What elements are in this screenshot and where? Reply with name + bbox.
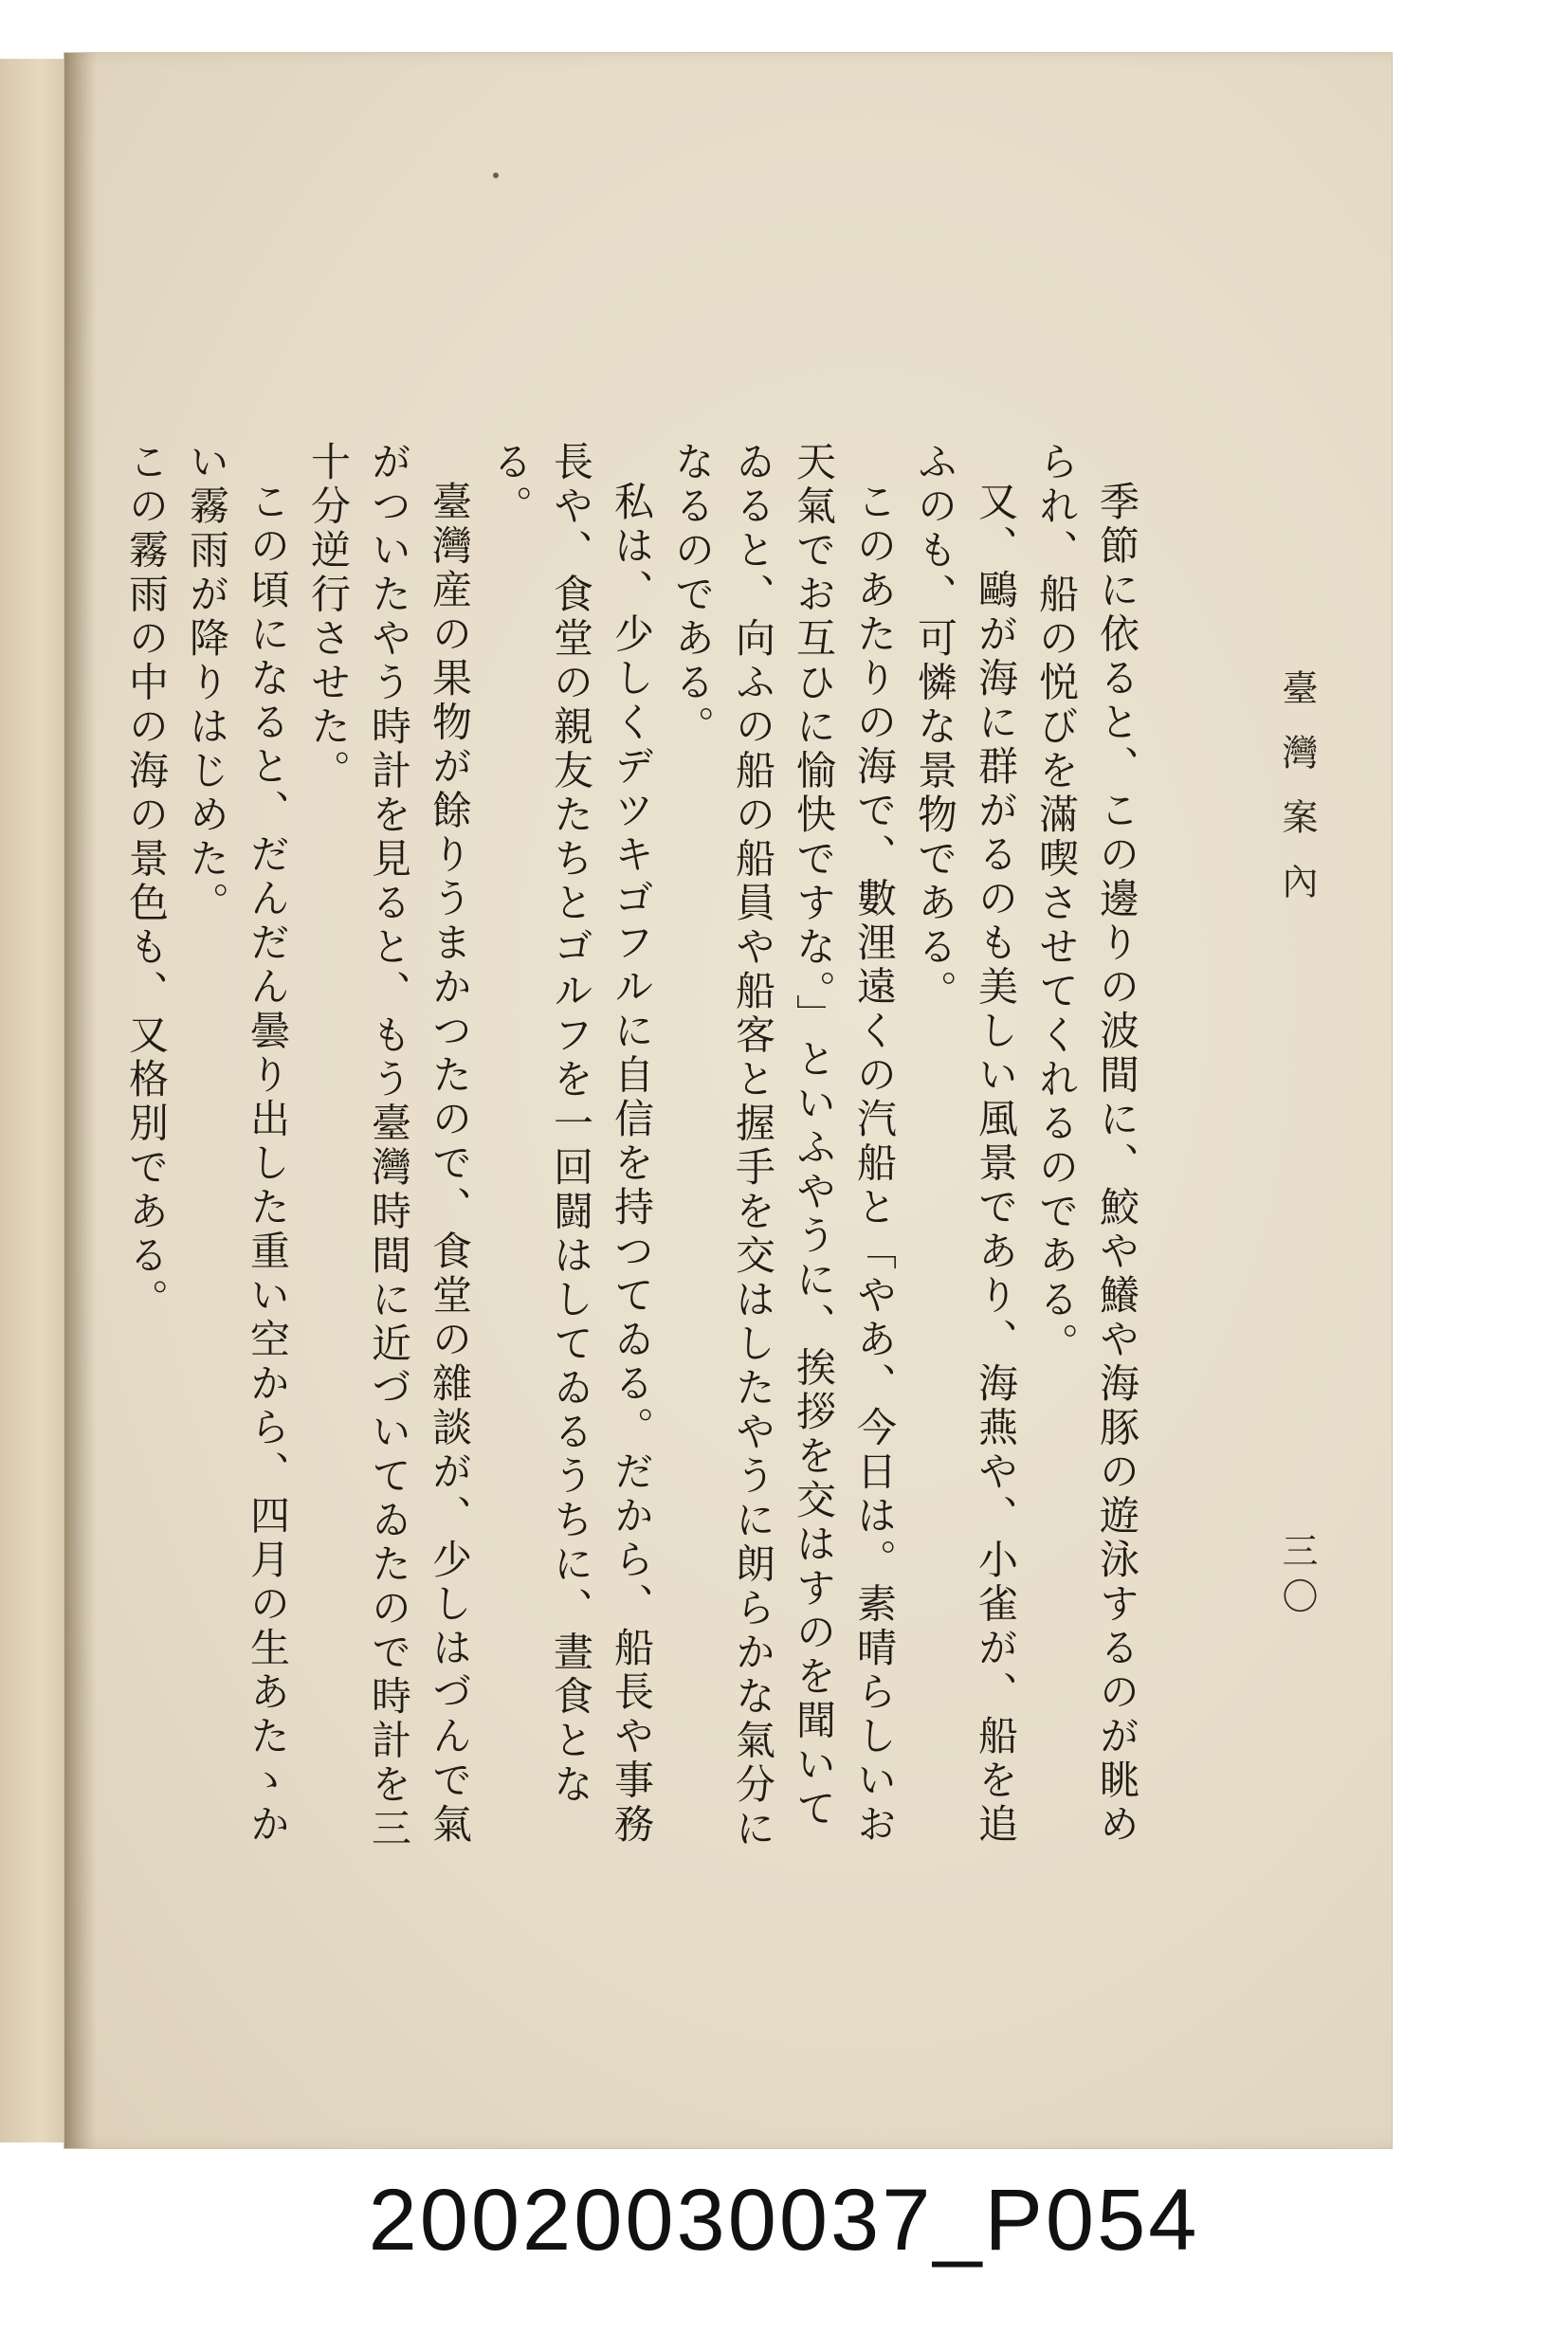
page-gutter-shadow xyxy=(64,53,97,2148)
paragraph-7: この霧雨の中の海の景色も、又格別である。 xyxy=(123,441,170,1322)
paragraph-2: 又、鷗が海に群がるのも美しい風景であり、海燕や、小雀が、船を追ふのも、可憐な景物である。 xyxy=(912,441,1019,1848)
archive-id-caption: 20020030037_P054 xyxy=(368,2172,1200,2269)
running-header: 臺灣案內 xyxy=(1276,669,1318,927)
paragraph-4: 私は、少しくデツキゴフルに自信を持つてゐる。だから、船長や事務長や、食堂の親友たちとゴルフを一回闘はしてゐるうちに、晝食となる。 xyxy=(487,441,655,1848)
page-number: 三〇 xyxy=(1276,1532,1318,1623)
paragraph-3: このあたりの海で、數浬遠くの汽船と「やあ、今日は。素晴らしいお天氣でお互ひに愉快ですな。」といふやうに、挨拶を交はすのを聞いてゐると、向ふの船の船員や船客と握手を交はしたやうに朗らかな氣分になるのである。 xyxy=(669,441,898,1851)
paragraph-5: 臺灣産の果物が餘りうまかつたので、食堂の雜談が、少しはづんで氣がついたやう時計を見ると、もう臺灣時間に近づいてゐたので時計を三十分逆行させた。 xyxy=(305,441,473,1851)
paragraph-1: 季節に依ると、この邊りの波間に、鮫や鱶や海豚の遊泳するのが眺められ、船の悦びを滿喫させてくれるのである。 xyxy=(1033,441,1140,1848)
paper-speck xyxy=(493,173,499,178)
body-text xyxy=(123,441,1147,1863)
paragraph-6: この頃になると、だんだん曇り出した重い空から、四月の生あたゝかい霧雨が降りはじめた。 xyxy=(184,441,291,1848)
